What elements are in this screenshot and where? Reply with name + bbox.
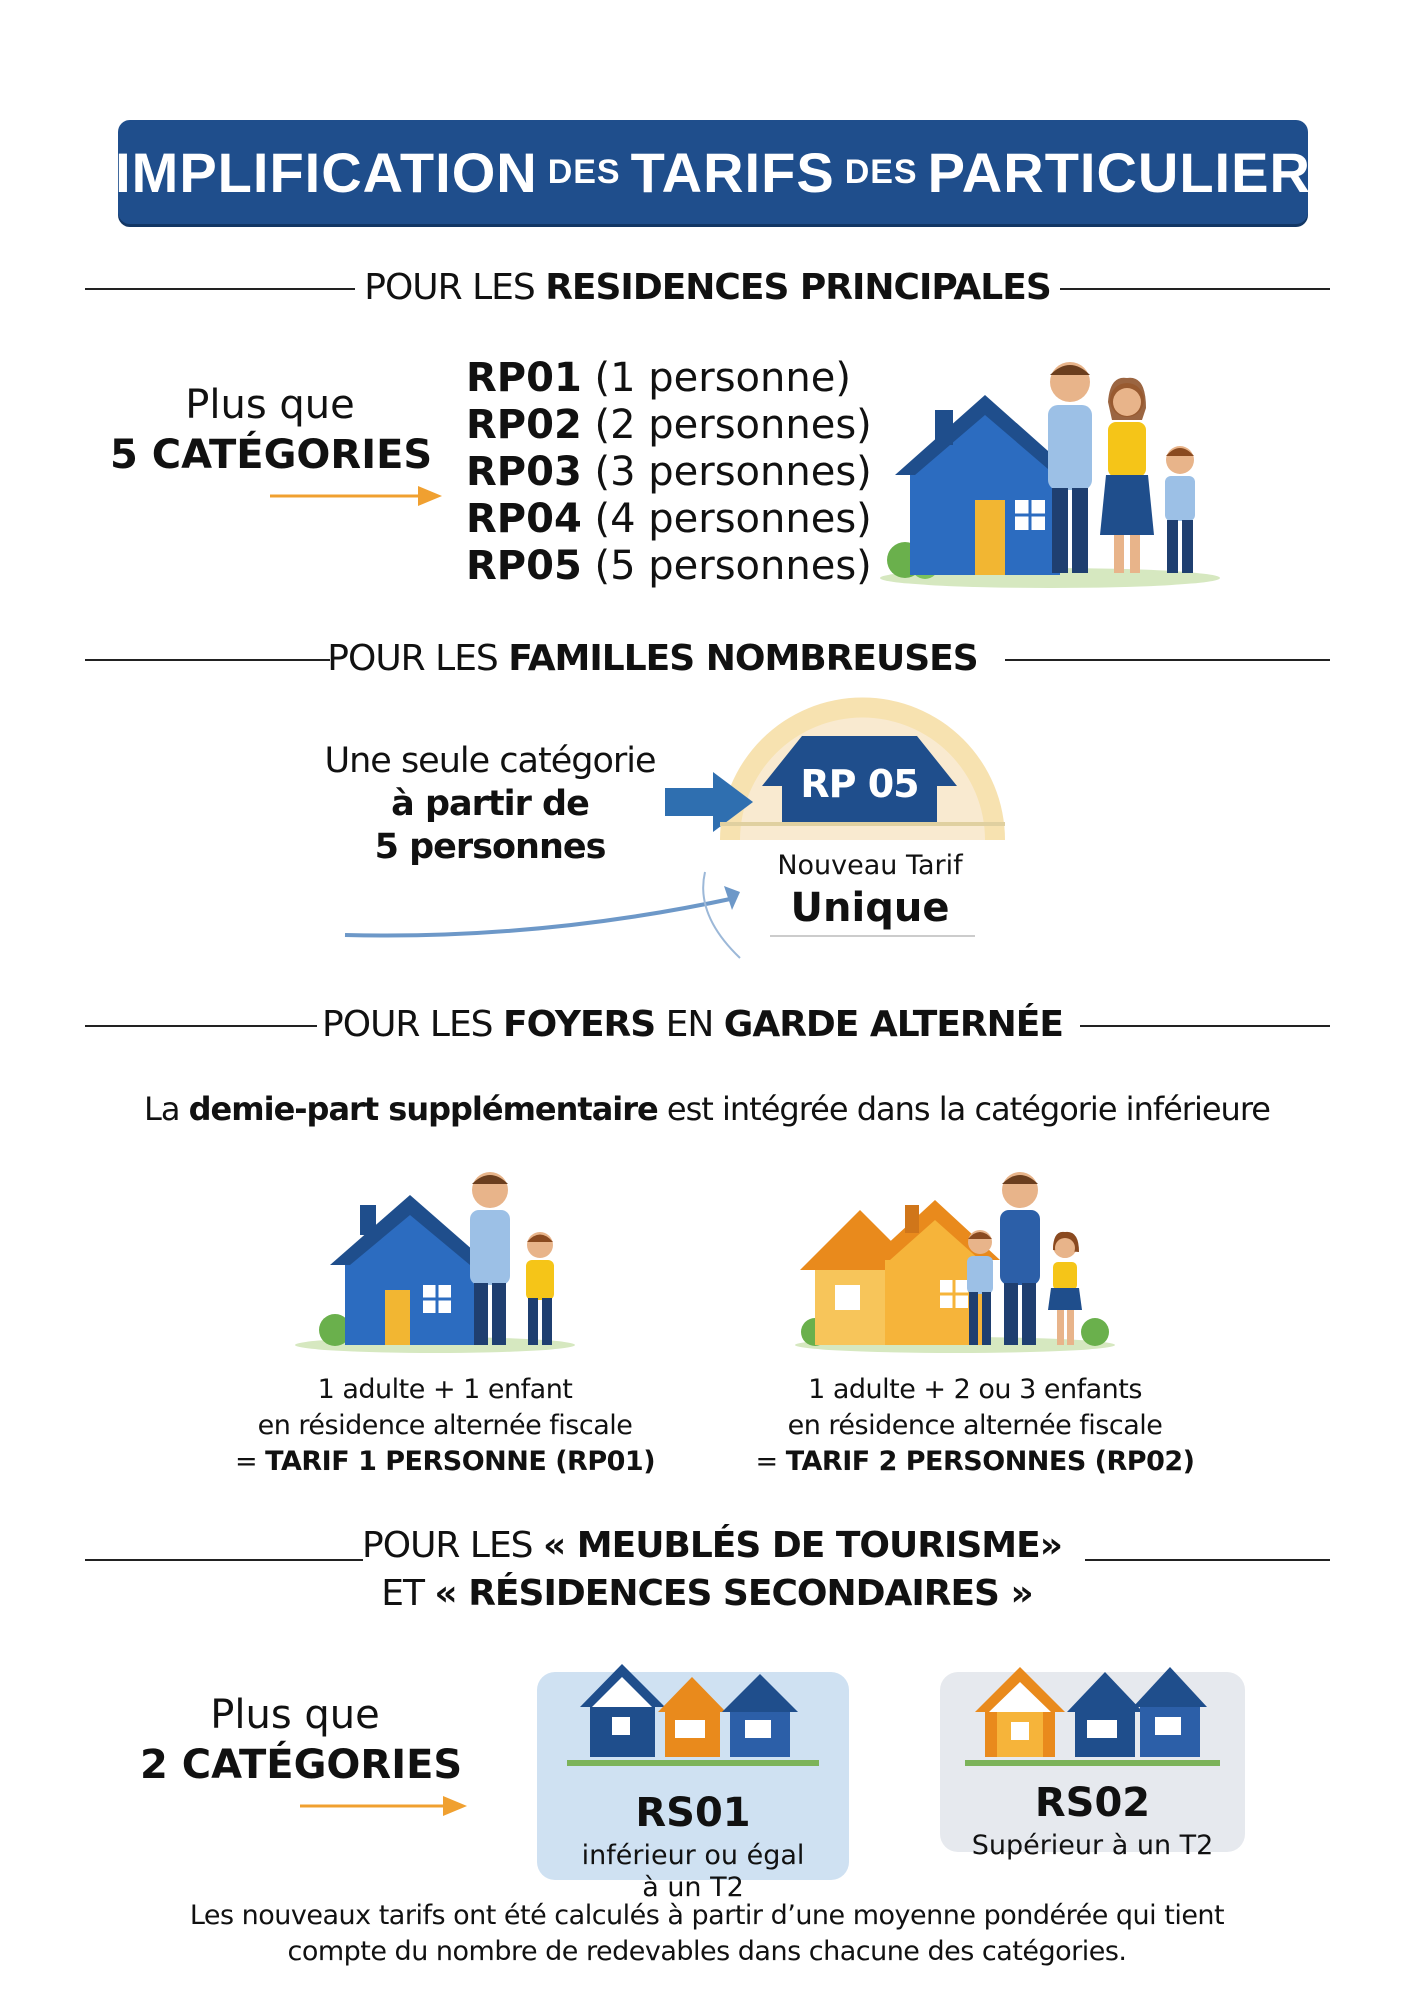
familles-description (300, 740, 680, 869)
rs01-desc: inférieur ou égal à un T2 (581, 1840, 805, 1903)
footer-note (0, 1898, 1414, 1970)
title-part3: TARIFS (630, 140, 835, 204)
section-title (30, 634, 1275, 684)
section-title: POUR LES FOYERS EN GARDE ALTERNÉE (322, 1004, 1063, 1045)
section-header-principales (85, 263, 1330, 313)
rs01-houses-illustration (580, 1652, 805, 1762)
garde-case1-text: 1 adulte + 1 enfant en résidence alternée fiscale = TARIF 1 PERSONNE (RP01) (234, 1374, 656, 1477)
rp-item: RP01 (1 personne) (466, 355, 851, 401)
rs02-code: RS02 (1034, 1780, 1151, 1826)
rs02-houses-illustration (975, 1652, 1210, 1762)
title-part4: DES (844, 152, 918, 191)
familles-line2: à partir de (391, 784, 589, 824)
section-title (85, 263, 1330, 313)
plus-que-2 (140, 1690, 463, 1790)
rp-category-list (466, 355, 872, 590)
familles-line1: Une seule catégorie (324, 741, 656, 781)
footer-line1: Les nouveaux tarifs ont été calculés à partir d’une moyenne pondérée qui tient (189, 1900, 1225, 1931)
garde-case2-text: 1 adulte + 2 ou 3 enfants en résidence alternée fiscale = TARIF 2 PERSONNES (RP02) (755, 1374, 1195, 1477)
badge-label: RP 05 (800, 762, 919, 806)
plus-que-label: Plus que (210, 1692, 380, 1738)
section-header-familles (85, 634, 1330, 684)
garde-case1-illustration (295, 1170, 575, 1355)
family-house-illustration (880, 360, 1240, 590)
rp-item: RP04 (4 personnes) (466, 496, 872, 542)
section-header-garde (85, 1000, 1330, 1050)
badge-ground (720, 822, 1005, 826)
rs02-desc: Supérieur à un T2 (971, 1830, 1214, 1861)
plus-que-label: Plus que (185, 382, 355, 428)
section-header-tourisme: POUR LES « MEUBLÉS DE TOURISME» ET « RÉSIDENCES SECONDAIRES » (362, 1525, 1062, 1614)
arrow-right-icon (300, 1792, 470, 1820)
garde-intro: La demie-part supplémentaire est intégrée dans la catégorie inférieure (144, 1090, 1270, 1128)
nouveau-tarif-label: Nouveau Tarif (777, 850, 963, 881)
section-bold: RESIDENCES PRINCIPALES (545, 267, 1051, 308)
plus-que-5 (110, 380, 433, 480)
unique-label: Unique (790, 885, 950, 931)
count-label: 5 CATÉGORIES (110, 432, 433, 478)
title-banner (76, 120, 1350, 224)
rp05-badge (762, 736, 957, 822)
rp-item: RP02 (2 personnes) (466, 402, 872, 448)
count-label: 2 CATÉGORIES (140, 1742, 463, 1788)
rp-item: RP03 (3 personnes) (466, 449, 872, 495)
familles-line3: 5 personnes (374, 827, 606, 867)
garde-case2-illustration (795, 1170, 1120, 1355)
section-prefix: POUR LES (364, 267, 546, 308)
arrow-right-icon (270, 482, 445, 510)
title-part5: PARTICULIERS (927, 140, 1350, 204)
rs01-code: RS01 (635, 1790, 751, 1836)
section-prefix: POUR LES (327, 638, 509, 679)
title-part1: SIMPLIFICATION (76, 140, 538, 204)
rp-item: RP05 (5 personnes) (466, 543, 872, 589)
section-bold: FAMILLES NOMBREUSES (508, 638, 978, 679)
unique-underline (770, 935, 975, 937)
swoosh-arrow-icon (340, 870, 760, 960)
title-part2: DES (547, 152, 621, 191)
footer-line2: compte du nombre de redevables dans chacune des catégories. (287, 1936, 1127, 1967)
